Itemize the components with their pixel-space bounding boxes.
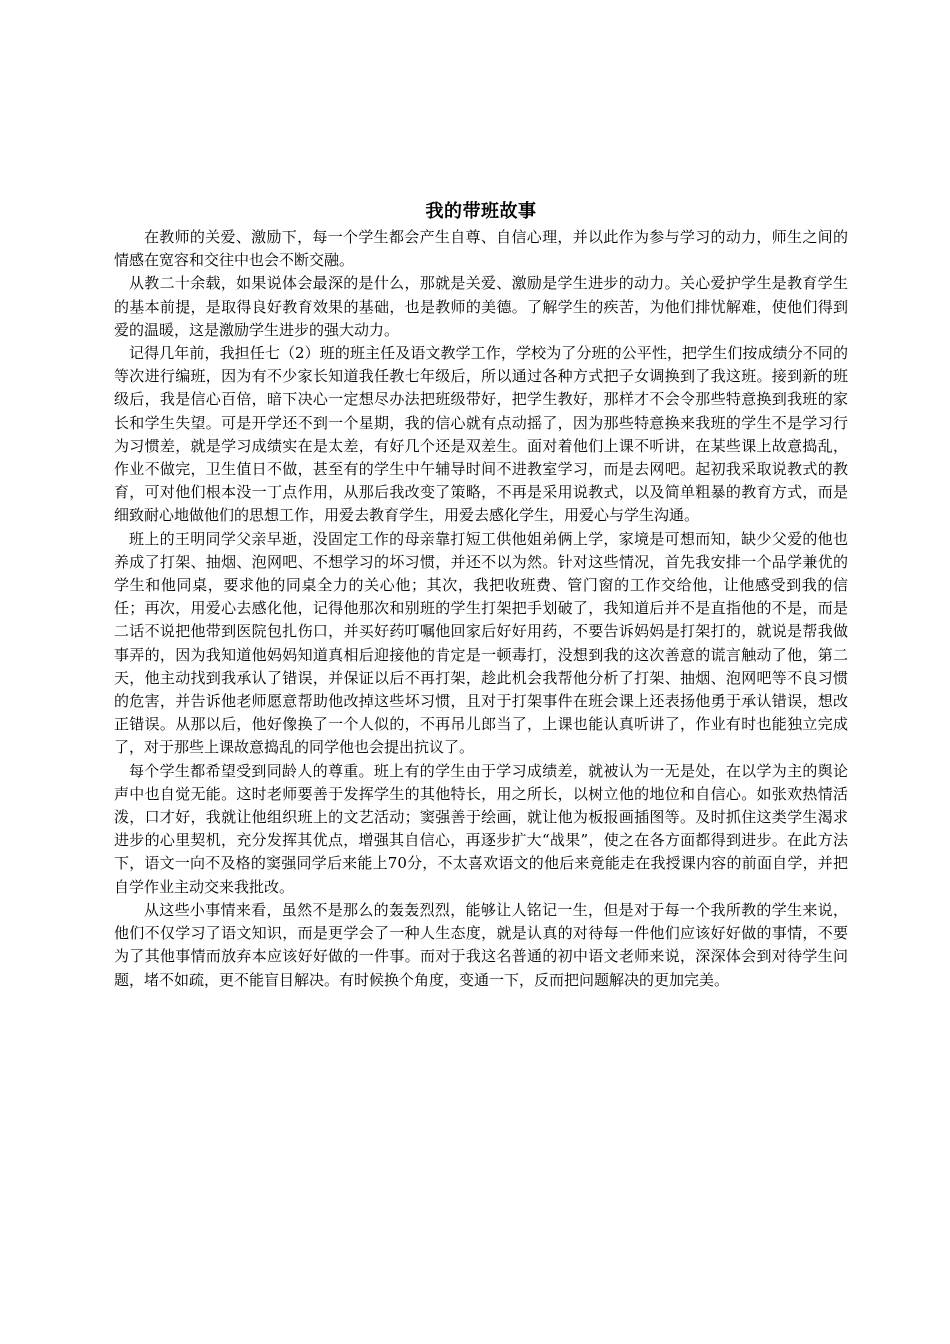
paragraph-3: 记得几年前，我担任七（2）班的班主任及语文教学工作，学校为了分班的公平性，把学生们按成绩分不同的等次进行编班，因为有不少家长知道我任教七年级后，所以通过各种方式把子女调换到了我这班。接到新的班级后，我是信心百倍，暗下决心一定想尽办法把班级带好，把学生教好，那样才不会令那些特意换到我班的家长和学生失望。可是开学还不到一个星期，我的信心就有点动摇了，因为那些特意换来我班的学生不是学习行为习惯差，就是学习成绩实在是太差，有好几个还是双差生。面对着他们上课不听讲，在某些课上故意捣乱，作业不做完，卫生值日不做，甚至有的学生中午辅导时间不进教室学习，而是去网吧。起初我采取说教式的教育，可对他们根本没一丁点作用，从那后我改变了策略，不再是采用说教式，以及简单粗暴的教育方式，而是细致耐心地做他们的思想工作，用爱去教育学生，用爱去感化学生，用爱心与学生沟通。 [114,344,848,525]
paragraph-6: 从这些小事情来看，虽然不是那么的轰轰烈烈，能够让人铭记一生，但是对于每一个我所教的学生来说，他们不仅学习了语文知识，而是更学会了一种人生态度，就是认真的对待每一件他们应该好好做的事情，不要为了其他事情而放弃本应该好好做的一件事。而对于我这名普通的初中语文老师来说，深深体会到对待学生问题，堵不如疏，更不能盲目解决。有时候换个角度，变通一下，反而把问题解决的更加完美。 [114,900,848,989]
paragraph-1: 在教师的关爱、激励下，每一个学生都会产生自尊、自信心理，并以此作为参与学习的动力，师生之间的情感在宽容和交往中也会不断交融。 [114,228,848,270]
paragraph-5: 每个学生都希望受到同龄人的尊重。班上有的学生由于学习成绩差，就被认为一无是处，在以学为主的舆论声中也自觉无能。这时老师要善于发挥学生的其他特长，用之所长，以树立他的地位和自信心。如张欢热情活泼，口才好，我就让他组织班上的文艺活动；窦强善于绘画，就让他为板报画插图等。及时抓住这类学生渴求进步的心里契机，充分发挥其优点，增强其自信心，再逐步扩大“战果”，使之在各方面都得到进步。在此方法下，语文一向不及格的窦强同学后来能上70分，不太喜欢语文的他后来竟能走在我授课内容的前面自学，并把自学作业主动交来我批改。 [114,761,848,896]
paragraph-4: 班上的王明同学父亲早逝，没固定工作的母亲靠打短工供他姐弟俩上学，家境是可想而知，缺少父爱的他也养成了打架、抽烟、泡网吧、不想学习的坏习惯，并还不以为然。针对这些情况，首先我安排一个品学兼优的学生和他同桌，要求他的同桌全力的关心他；其次，我把收班费、管门窗的工作交给他，让他感受到我的信任；再次，用爱心去感化他，记得他那次和别班的学生打架把手划破了，我知道后并不是直指他的不是，而是二话不说把他带到医院包扎伤口，并买好药叮嘱他回家后好好用药，不要告诉妈妈是打架打的，就说是帮我做事弄的，因为我知道他妈妈知道真相后迎接他的肯定是一顿毒打，没想到我的这次善意的谎言触动了他，第二天，他主动找到我承认了错误，并保证以后不再打架，趁此机会我帮他分析了打架、抽烟、泡网吧等不良习惯的危害，并告诉他老师愿意帮助他改掉这些坏习惯，且对于打架事件在班会课上还表扬他勇于承认错误，想改正错误。从那以后，他好像换了一个人似的，不再吊儿郎当了，上课也能认真听讲了，作业有时也能独立完成了，对于那些上课故意捣乱的同学他也会提出抗议了。 [114,529,848,757]
document-title: 我的带班故事 [425,201,537,222]
paragraph-2: 从教二十余载，如果说体会最深的是什么，那就是关爱、激励是学生进步的动力。关心爱护学生是教育学生的基本前提，是取得良好教育效果的基础，也是教师的美德。了解学生的疾苦，为他们排忧解难，使他们得到爱的温暖，这是激励学生进步的强大动力。 [114,274,848,339]
document-body [114,198,848,992]
